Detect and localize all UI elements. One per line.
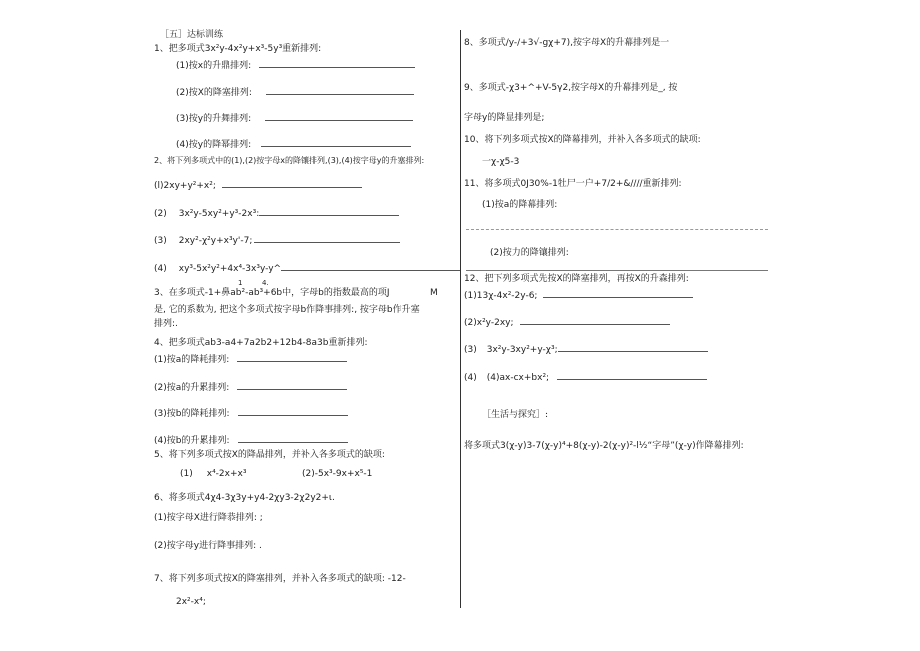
exponent-mark: 1 <box>238 279 243 287</box>
answer-blank[interactable] <box>265 112 413 121</box>
answer-blank[interactable] <box>558 343 708 352</box>
answer-blank[interactable] <box>520 316 670 325</box>
question-7-line-2: 2x²-x⁴; <box>176 597 206 607</box>
answer-blank[interactable] <box>238 434 348 443</box>
question-5: 5、将下列多项式按X的降晶排列，并补入各多项式的缺项: <box>154 450 385 460</box>
question-5-part-2: (2)-5x³-9x+x⁵-1 <box>302 469 373 479</box>
question-12-part-1: (1)13χ-4x²-2y-6; <box>464 289 693 302</box>
question-1: 1、把多项式3x²y-4x²y+x³-5y³重新排列: <box>154 44 322 54</box>
answer-blank[interactable] <box>557 371 707 380</box>
question-6-part-2: (2)按字母y进行降事排列: . <box>154 541 262 551</box>
question-3-line-1: 3、在多项式-1+鼻ab²-ab³+6b中，字母b的指数最高的项J <box>154 288 390 298</box>
answer-blank[interactable] <box>238 407 348 416</box>
question-2-part-4: (4) xy³-5x²y²+4x⁴-3x³y-y^ <box>154 262 461 275</box>
answer-blank[interactable] <box>261 138 411 147</box>
section-title: ［五］达标训练 <box>160 30 224 40</box>
answer-blank[interactable] <box>259 59 415 68</box>
question-12-part-3: (3) 3x²y-3xy²+y-χ³; <box>464 343 708 356</box>
question-6: 6、将多项式4χ4-3χ3y+y4-2χy3-2χ2y2+ι. <box>154 493 335 503</box>
answer-blank[interactable] <box>543 289 693 298</box>
answer-blank[interactable] <box>254 234 400 243</box>
question-2: 2、将下列多项式中的(1),(2)按字母x的降镶排列,(3),(4)按字母y的升塞排列: <box>154 156 425 165</box>
question-3-line-2: 是, 它的系数为, 把这个多项式按字母b作降事排列:, 按字母b作升塞 <box>154 305 420 315</box>
question-11: 11、将多项式0J30%-1牡尸一户+7/2+&∕∕∕∕重新排列: <box>464 179 682 189</box>
question-2-part-3: (3) 2xy²-χ²y+x³y'-7; <box>154 234 400 247</box>
question-9-line-1: 9、多项式-χ3+^+V-5γ2,按字母X的升幕排列是_, 按 <box>464 83 678 93</box>
answer-blank[interactable] <box>222 179 362 188</box>
question-1-part-3: (3)按y的升舞排列: <box>176 112 413 125</box>
exponent-mark: 4. <box>262 279 269 287</box>
question-4-part-3: (3)按b的降耗排列: <box>154 407 348 420</box>
question-3-line-3: 排列:. <box>154 319 178 329</box>
question-11-part-1: (1)按a的降幕排列: <box>482 200 558 210</box>
question-9-line-2: 字母y的降显排列是; <box>464 113 545 123</box>
question-6-part-1: (1)按字母X进行降恭排列: ; <box>154 513 263 523</box>
column-divider <box>460 30 461 608</box>
question-11-part-2: (2)按力的降镶排列: <box>490 248 569 258</box>
question-12-part-4: (4) (4)ax-cx+bx²; <box>464 371 707 384</box>
answer-line[interactable] <box>466 270 768 271</box>
question-2-part-2: (2) 3x²y-5xy²+y³-2x³: <box>154 207 399 220</box>
explore-question: 将多项式3(χ-y)3-7(χ-y)⁴+8(χ-y)-2(χ-y)²-l½“字母”(χ-y)作降幕排列: <box>464 441 744 451</box>
question-12-part-2: (2)x²y-2xy; <box>464 316 670 329</box>
question-1-part-1: (1)按x的升鼎排列: <box>176 59 415 72</box>
answer-blank[interactable] <box>237 353 347 362</box>
question-4-part-2: (2)按a的升累排列: <box>154 381 347 394</box>
question-4-part-1: (1)按a的降耗排列: <box>154 353 347 366</box>
question-5-part-1: (1) x⁴-2x+x³ <box>180 469 247 479</box>
answer-blank[interactable] <box>237 381 347 390</box>
question-2-part-1: (l)2xy+y²+x²; <box>154 179 362 192</box>
question-1-part-2: (2)按X的降塞排列: <box>176 86 414 99</box>
question-10: 10、将下列多项式按X的降幕排列，并补入各多项式的缺项: <box>464 135 701 145</box>
answer-line[interactable] <box>466 229 768 230</box>
question-7-line-1: 7、将下列多项式按X的降塞排列，并补入各多项式的缺项: -12- <box>154 574 406 584</box>
question-4: 4、把多项式ab3-a4+7a2b2+12b4-8a3b重新排列: <box>154 338 368 348</box>
answer-blank[interactable] <box>281 262 461 271</box>
answer-blank[interactable] <box>259 207 399 216</box>
question-4-part-4: (4)按b的升累排列: <box>154 434 348 447</box>
question-3-mark: M <box>430 288 438 298</box>
question-1-part-4: (4)按y的降幂排列: <box>176 138 411 151</box>
explore-section-title: ［生活与探究］: <box>482 410 549 420</box>
question-8: 8、多项式/y-/+3√-gχ+7),按字母X的升幕排列是一 <box>464 38 670 48</box>
answer-blank[interactable] <box>266 86 414 95</box>
question-12: 12、把下列多项式先按X的降塞排列，再按X的升森排列: <box>464 274 689 284</box>
question-10-polynomial: 一χ-χ5-3 <box>482 157 520 167</box>
